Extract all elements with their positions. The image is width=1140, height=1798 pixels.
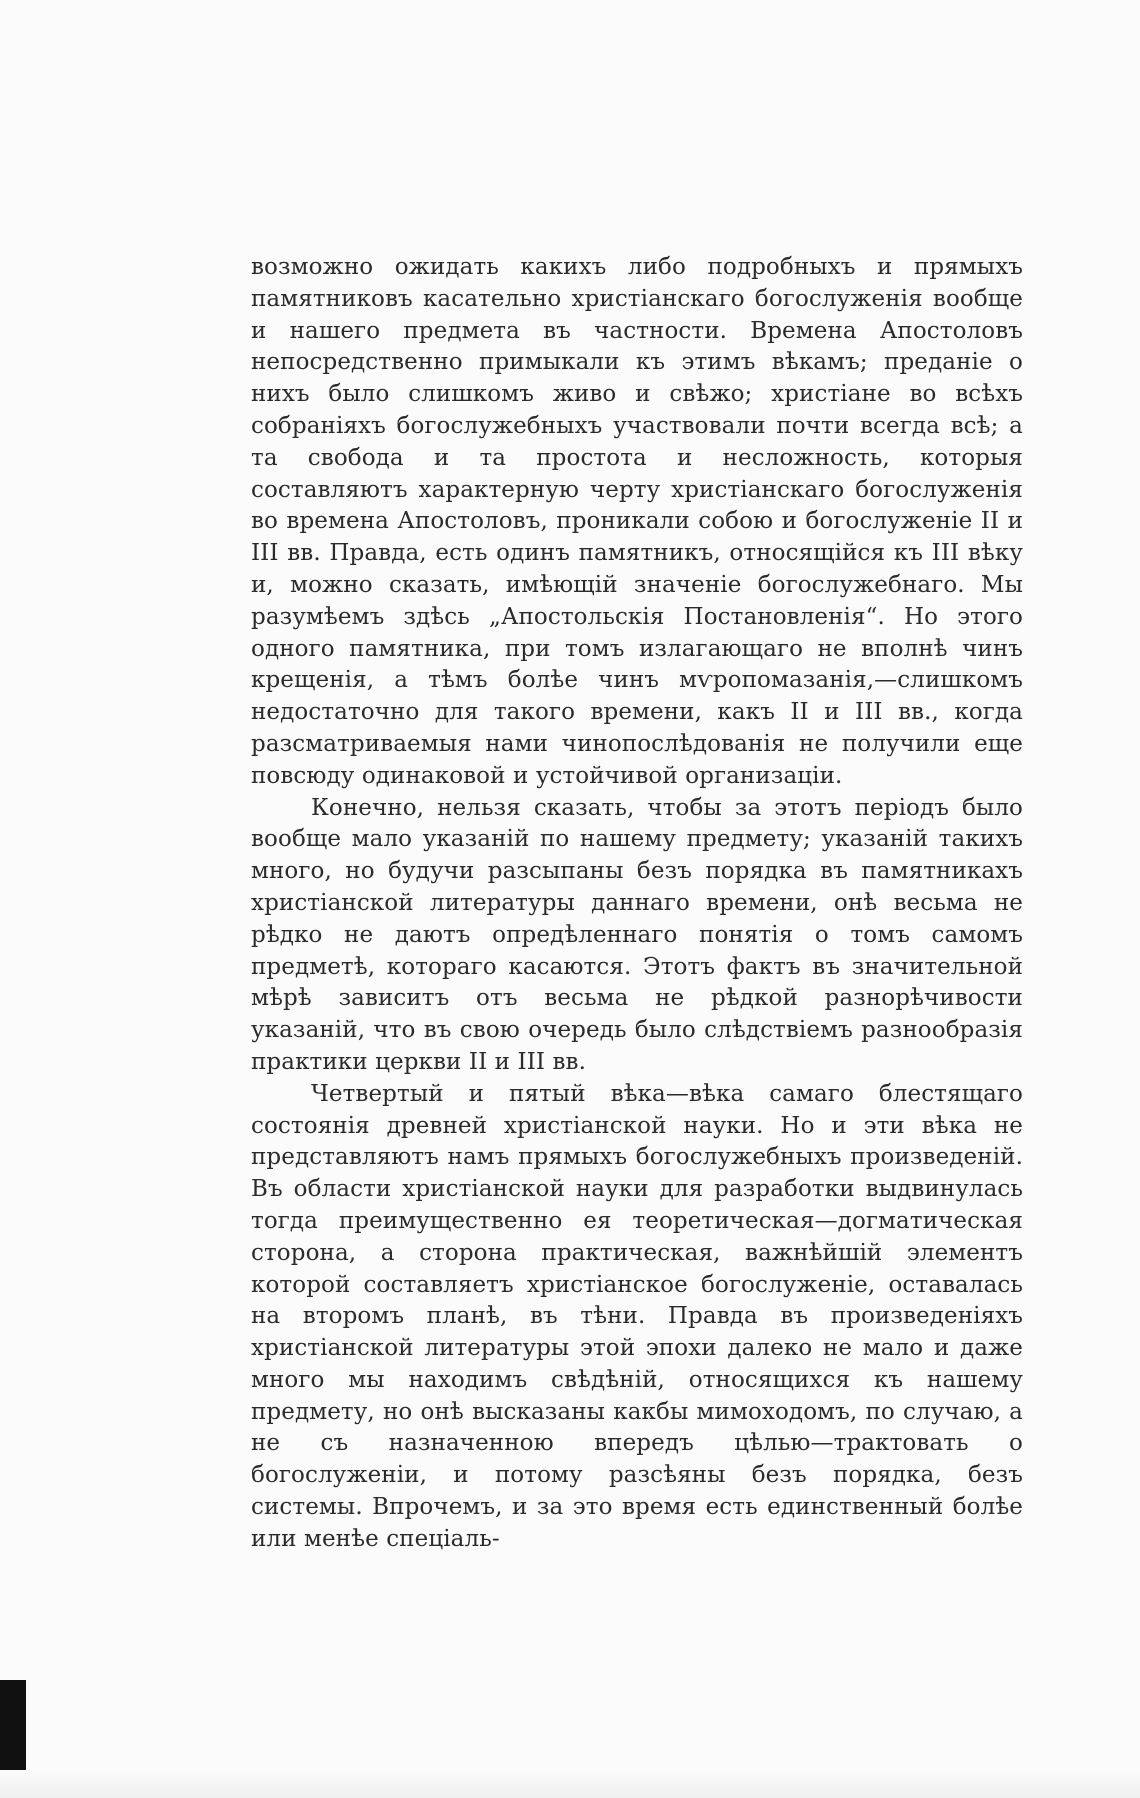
body-text — [251, 252, 1023, 1556]
paragraph-2: Конечно, нельзя сказать, чтобы за этотъ періодъ было вообще мало указаній по нашему предмету; указаній такихъ много, но будучи разсыпаны безъ порядка въ памятникахъ христіанской литературы даннаго времени, онѣ весьма не рѣдко не даютъ опредѣленнаго понятія о томъ самомъ предметѣ, котораго касаются. Этотъ фактъ въ значительной мѣрѣ зависитъ отъ весьма не рѣдкой разнорѣчивости указаній, что въ свою очередь было слѣдствіемъ разнообразія практики церкви II и III вв. — [251, 794, 1023, 1075]
paragraph-3: Четвертый и пятый вѣка—вѣка самаго блестящаго состоянія древней христіанской науки. Но и эти вѣка не представляютъ намъ прямыхъ богослужебныхъ произведеній. Въ области христіанской науки для разработки выдвинулась тогда преимущественно ея теоретическая—догматическая сторона, а сторона практическая, важнѣйшій элементъ которой составляетъ христіанское богослуженіе, оставалась на второмъ планѣ, въ тѣни. Правда въ произведеніяхъ христіанской литературы этой эпохи далеко не мало и даже много мы находимъ свѣдѣній, относящихся къ нашему предмету, но онѣ высказаны какбы мимоходомъ, по случаю, а не съ назначенною впередъ цѣлью—трактовать о богослуженіи, и потому разсѣяны безъ порядка, безъ системы. Впрочемъ, и за это время есть единственный болѣе или менѣе спеціаль- — [251, 1080, 1023, 1552]
paragraph-1: возможно ожидать какихъ либо подробныхъ и прямыхъ памятниковъ касательно христіанскаго богослуженія вообще и нашего предмета въ частности. Времена Апостоловъ непосредственно примыкали къ этимъ вѣкамъ; преданіе о нихъ было слишкомъ живо и свѣжо; христіане во всѣхъ собраніяхъ богослужебныхъ участвовали почти всегда всѣ; а та свобода и та простота и несложность, которыя составляютъ характерную черту христіанскаго богослуженія во времена Апостоловъ, проникали собою и богослуженіе II и III вв. Правда, есть одинъ памятникъ, относящійся къ III вѣку и, можно сказать, имѣющій значеніе богослужебнаго. Мы разумѣемъ здѣсь „Апостольскія Постановленія“. Но этого одного памятника, при томъ излагающаго не вполнѣ чинъ крещенія, а тѣмъ болѣе чинъ мѵропомазанія,—слишкомъ недостаточно для такого времени, какъ II и III вв., когда разсматриваемыя нами чинопослѣдованія не получили еще повсюду одинаковой и устойчивой организаціи. — [251, 254, 1023, 789]
scan-bottom-shadow — [0, 1770, 1140, 1798]
